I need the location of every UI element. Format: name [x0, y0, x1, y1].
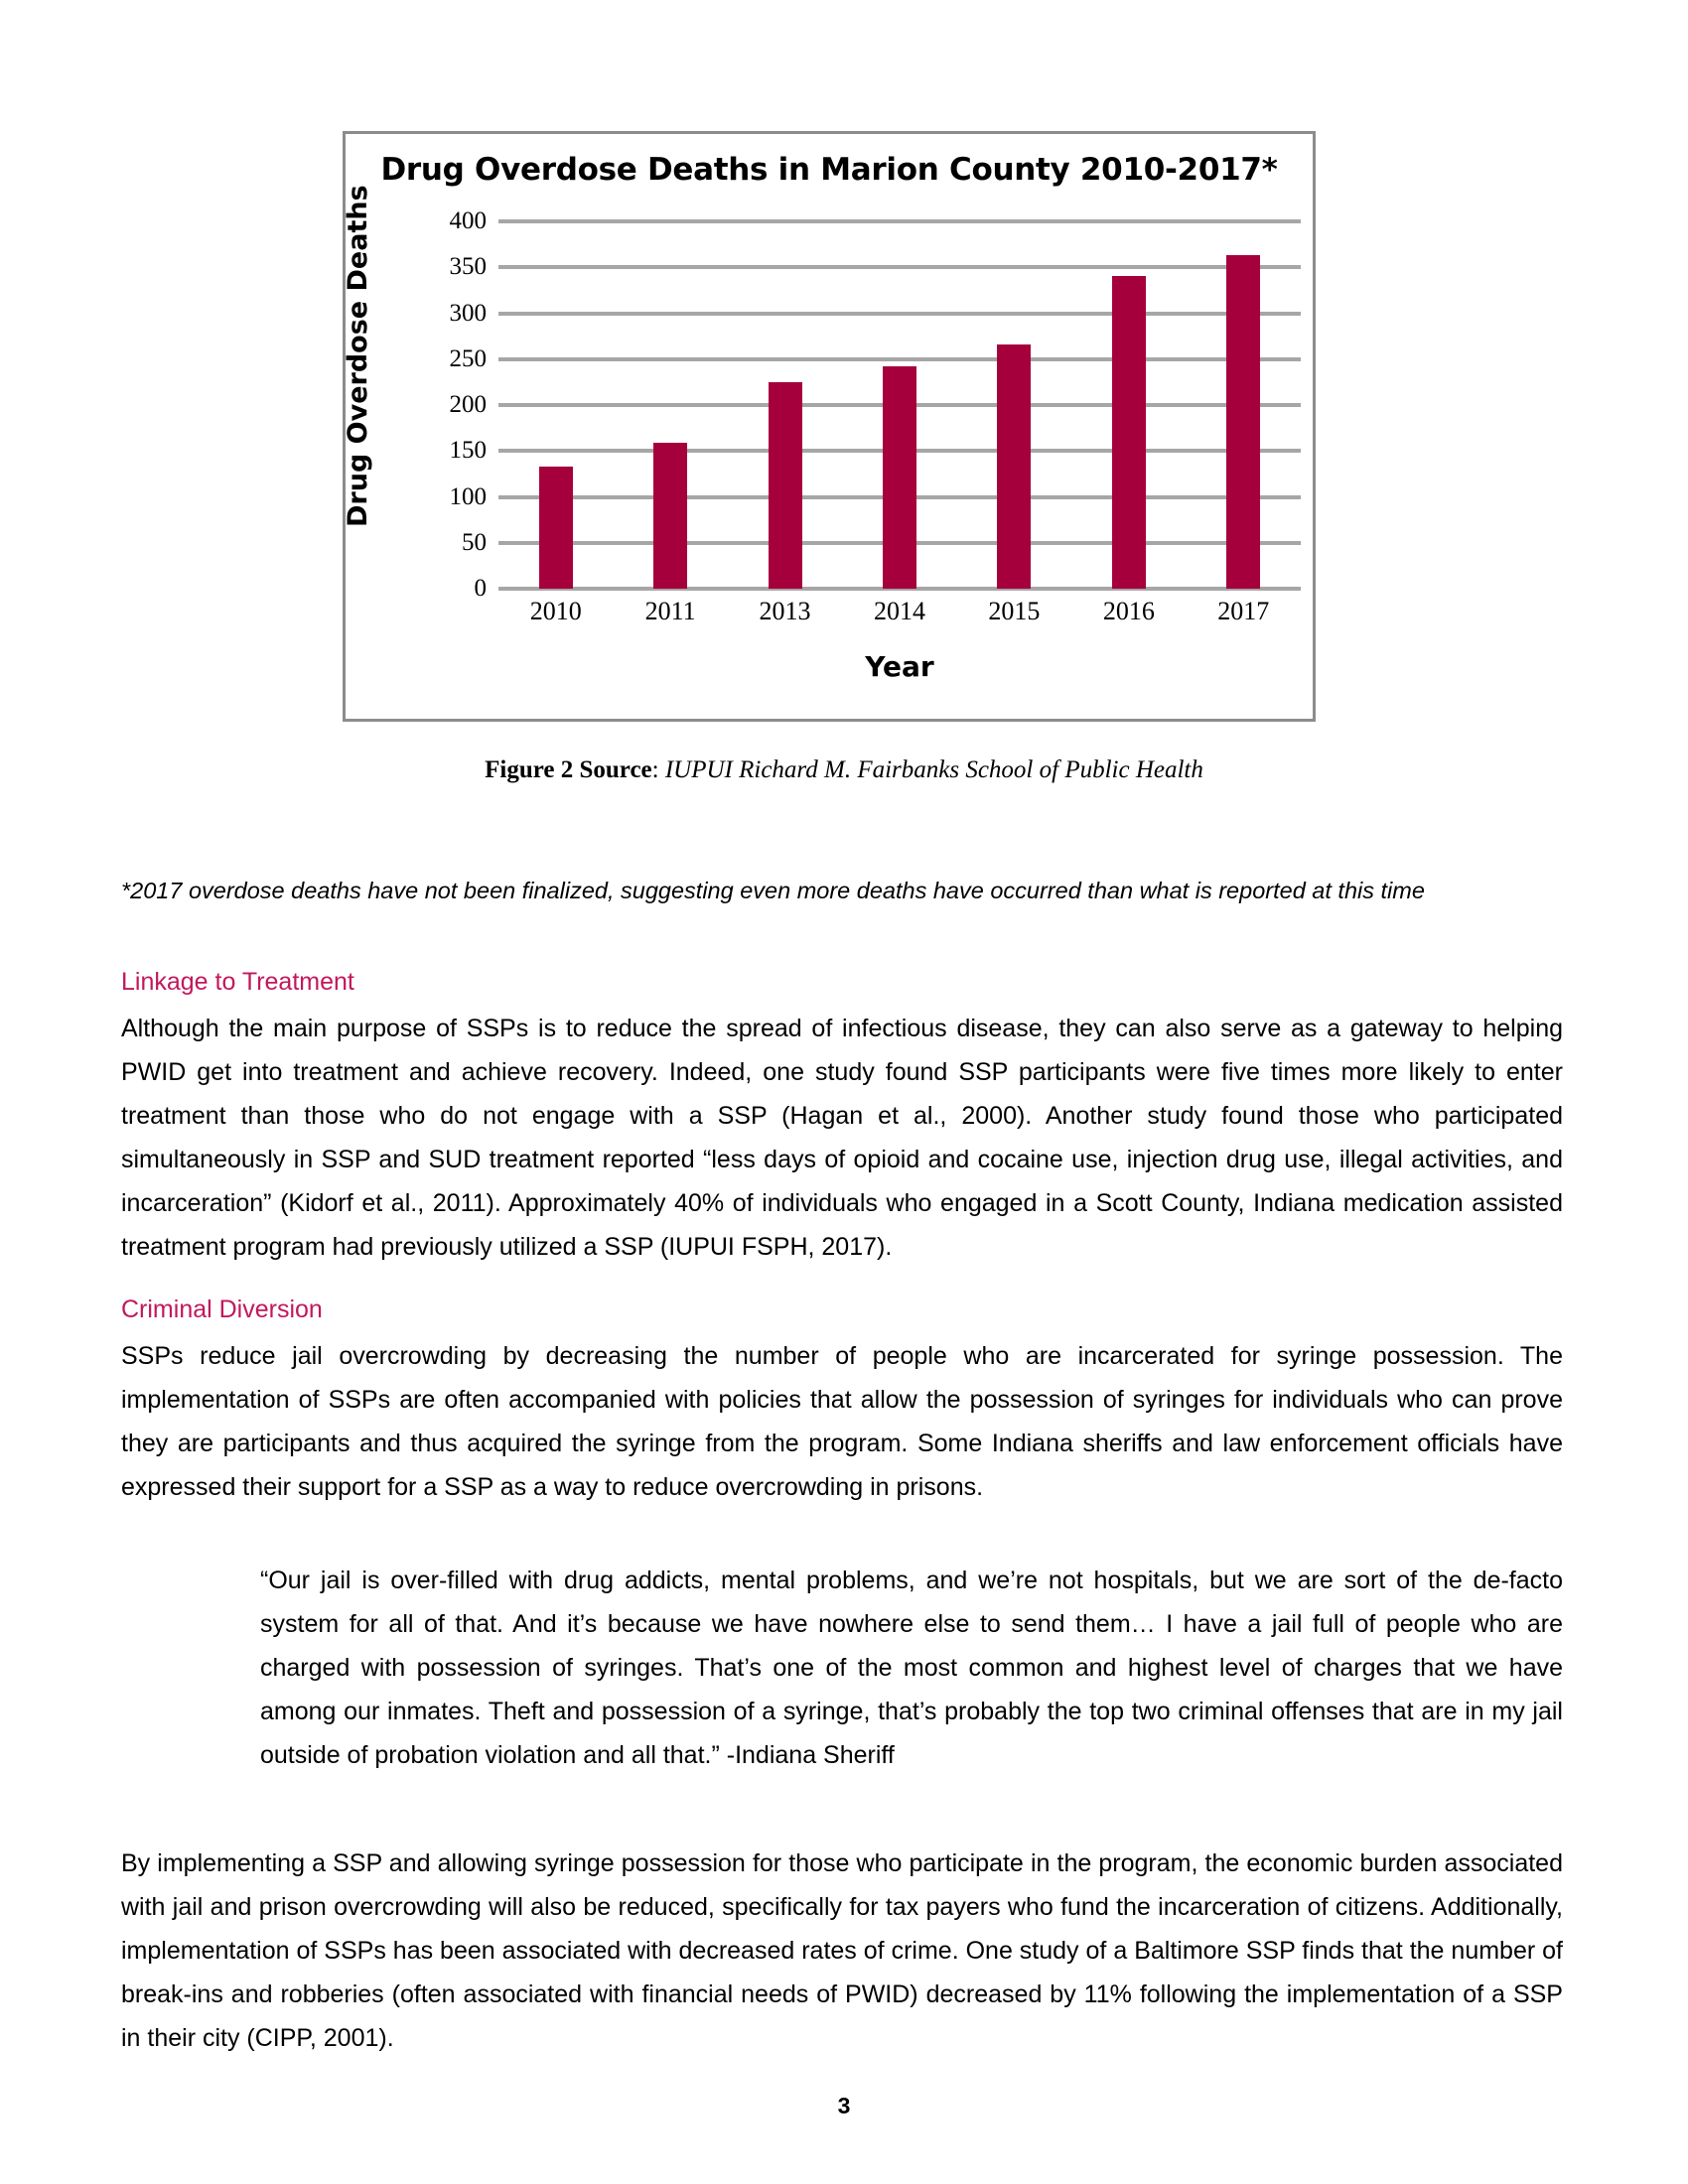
chart-bar-slot — [613, 221, 727, 589]
section-linkage-to-treatment — [121, 968, 1563, 1269]
chart-x-tick-label: 2010 — [529, 597, 582, 625]
section-heading-linkage-to-treatment: Linkage to Treatment — [121, 968, 354, 996]
chart-y-tick-label: 400 — [449, 207, 487, 234]
chart-x-tick-label: 2011 — [644, 597, 696, 625]
chart-bar — [539, 467, 573, 589]
chart-bar-slot — [1187, 221, 1301, 589]
figure-caption-source: IUPUI Richard M. Fairbanks School of Public Health — [664, 756, 1203, 783]
sheriff-blockquote: “Our jail is over-filled with drug addicts, mental problems, and we’re not hospitals, but we are sort of the de-facto system for all of that. And it’s because we have nowhere else to send them… I have a jail full of people who are charged with possession of syringes. That’s one of the most common and highest level of charges that we have among our inmates. Theft and possession of a syringe, that’s probably the top two criminal offenses that are in my jail outside of probation violation and all that.” -Indiana Sheriff — [260, 1567, 1563, 1769]
chart-bar — [769, 382, 802, 589]
section-closing — [121, 1842, 1563, 2060]
chart-bar-slot — [957, 221, 1071, 589]
closing-paragraph: By implementing a SSP and allowing syringe possession for those who participate in the program, the economic burden associated with jail and prison overcrowding will also be reduced, specifically for tax payers who fund the incarceration of citizens. Additionally, implementation of SSPs has been associated with decreased rates of crime. One study of a Baltimore SSP finds that the number of break-ins and robberies (often associated with financial needs of PWID) decreased by 11% following the implementation of a SSP in their city (CIPP, 2001). — [121, 1849, 1563, 2052]
chart-y-tick-label: 350 — [449, 253, 487, 281]
chart-title: Drug Overdose Deaths in Marion County 2010-2017* — [380, 152, 1278, 188]
chart-plot-area — [498, 221, 1301, 589]
chart-bar — [997, 344, 1031, 589]
chart-y-tick-labels — [441, 207, 494, 602]
chart-bar — [883, 366, 916, 589]
chart-y-tick-label: 300 — [449, 299, 487, 327]
chart-x-tick-label: 2014 — [873, 597, 925, 625]
figure-footnote: *2017 overdose deaths have not been finalized, suggesting even more deaths have occurred than what is reported at this time — [121, 878, 1425, 903]
chart-bar — [653, 443, 687, 589]
section-criminal-diversion — [121, 1296, 1563, 1509]
chart-bar-series — [498, 221, 1301, 589]
section-body-criminal-diversion: SSPs reduce jail overcrowding by decreasing the number of people who are incarcerated for syringe possession. The implementation of SSPs are often accompanied with policies that allow the possession of syringes for individuals who can prove they are participants and thus acquired the syringe from the program. Some Indiana sheriffs and law enforcement officials have expressed their support for a SSP as a way to reduce overcrowding in prisons. — [121, 1342, 1563, 1501]
chart-y-tick-label: 0 — [474, 575, 487, 602]
chart-y-tick-label: 200 — [449, 391, 487, 418]
chart-x-axis-title: Year — [865, 650, 934, 683]
chart-bar-slot — [728, 221, 842, 589]
chart-y-tick-label: 150 — [449, 437, 487, 465]
chart-x-tick-label: 2016 — [1102, 597, 1155, 625]
chart-bar — [1112, 276, 1146, 589]
page-number: 3 — [837, 2093, 851, 2118]
section-heading-criminal-diversion: Criminal Diversion — [121, 1296, 323, 1323]
chart-y-tick-label: 50 — [462, 528, 487, 556]
chart-bar-slot — [1071, 221, 1186, 589]
chart-x-tick-label: 2017 — [1217, 597, 1270, 625]
figure-caption — [139, 756, 1549, 784]
chart-bar-slot — [498, 221, 613, 589]
figure-caption-label: Figure 2 Source — [485, 756, 652, 783]
section-body-linkage-to-treatment: Although the main purpose of SSPs is to reduce the spread of infectious disease, they can also serve as a gateway to helping PWID get into treatment and achieve recovery. Indeed, one study found SSP participants were five times more likely to enter treatment than those who do not engage with a SSP (Hagan et al., 2000). Another study found those who participated simultaneously in SSP and SUD treatment reported “less days of opioid and cocaine use, injection drug use, illegal activities, and incarceration” (Kidorf et al., 2011). Approximately 40% of individuals who engaged in a Scott County, Indiana medication assisted treatment program had previously utilized a SSP (IUPUI FSPH, 2017). — [121, 1015, 1563, 1261]
figure-caption-separator: : — [651, 756, 665, 783]
chart-bar-slot — [842, 221, 956, 589]
figure-chart-container — [343, 131, 1316, 722]
chart-y-tick-label: 250 — [449, 344, 487, 372]
chart-x-tick-label: 2015 — [988, 597, 1041, 625]
chart-y-axis-title: Drug Overdose Deaths — [343, 185, 373, 527]
chart-x-tick-labels — [498, 597, 1301, 626]
chart-y-tick-label: 100 — [449, 482, 487, 510]
chart-plot-wrapper — [441, 207, 1301, 707]
chart-bar — [1226, 255, 1260, 589]
chart-x-tick-label: 2013 — [759, 597, 811, 625]
